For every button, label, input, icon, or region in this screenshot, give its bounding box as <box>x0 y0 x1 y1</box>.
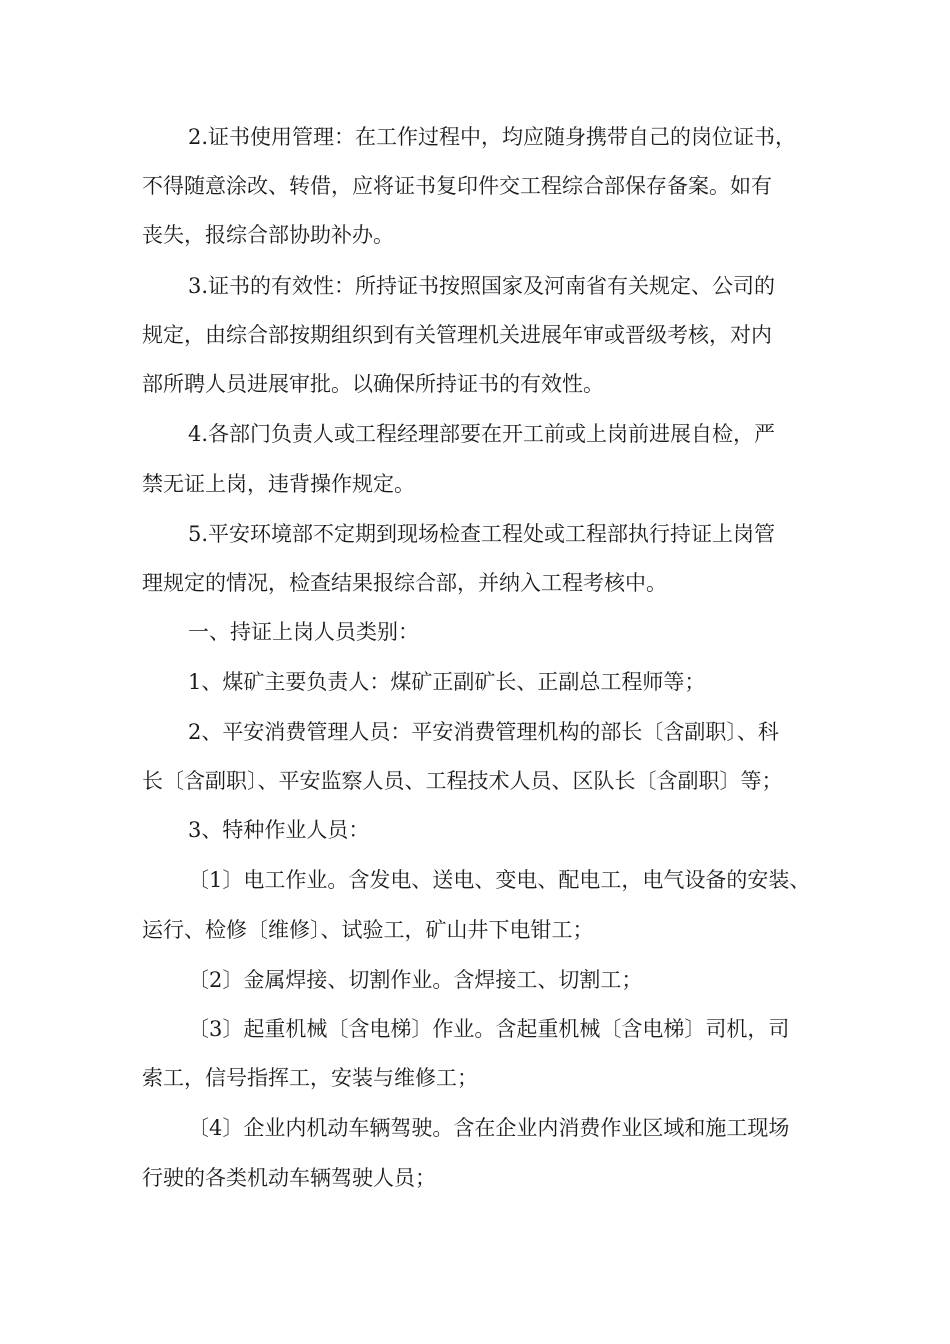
list-item: 〔1〕电工作业。含发电、送电、变电、配电工，电气设备的安装、 <box>188 868 811 892</box>
paragraph-line: 丧失，报综合部协助补办。 <box>142 223 394 247</box>
paragraph-line: 4.各部门负责人或工程经理部要在开工前或上岗前进展自检，严 <box>188 422 776 446</box>
list-item-continuation: 索工，信号指挥工，安装与维修工； <box>142 1066 478 1090</box>
list-item: 3、特种作业人员： <box>188 818 370 842</box>
list-item-continuation: 行驶的各类机动车辆驾驶人员； <box>142 1166 436 1190</box>
paragraph-line: 3.证书的有效性：所持证书按照国家及河南省有关规定、公司的 <box>188 274 776 298</box>
list-item-continuation: 运行、检修〔维修〕、试验工，矿山井下电钳工； <box>142 918 594 942</box>
list-item: 〔4〕企业内机动车辆驾驶。含在企业内消费作业区域和施工现场 <box>188 1116 790 1140</box>
paragraph-line: 5.平安环境部不定期到现场检查工程处或工程部执行持证上岗管 <box>188 522 776 546</box>
list-item: 〔2〕金属焊接、切割作业。含焊接工、切割工； <box>188 968 643 992</box>
section-heading: 一、持证上岗人员类别： <box>188 620 419 644</box>
paragraph-line: 规定，由综合部按期组织到有关管理机关进展年审或晋级考核，对内 <box>142 323 772 347</box>
list-item: 〔3〕起重机械〔含电梯〕作业。含起重机械〔含电梯〕司机，司 <box>188 1017 790 1041</box>
list-item-continuation: 长〔含副职〕、平安监察人员、工程技术人员、区队长〔含副职〕等； <box>142 769 783 793</box>
list-item: 1、煤矿主要负责人：煤矿正副矿长、正副总工程师等； <box>188 670 706 694</box>
paragraph-line: 理规定的情况，检查结果报综合部，并纳入工程考核中。 <box>142 571 667 595</box>
paragraph-line: 禁无证上岗，违背操作规定。 <box>142 472 415 496</box>
paragraph-line: 2.证书使用管理：在工作过程中，均应随身携带自己的岗位证书， <box>188 125 797 149</box>
paragraph-line: 不得随意涂改、转借，应将证书复印件交工程综合部保存备案。如有 <box>142 174 772 198</box>
paragraph-line: 部所聘人员进展审批。以确保所持证书的有效性。 <box>142 372 604 396</box>
list-item: 2、平安消费管理人员：平安消费管理机构的部长〔含副职〕、科 <box>188 720 779 744</box>
